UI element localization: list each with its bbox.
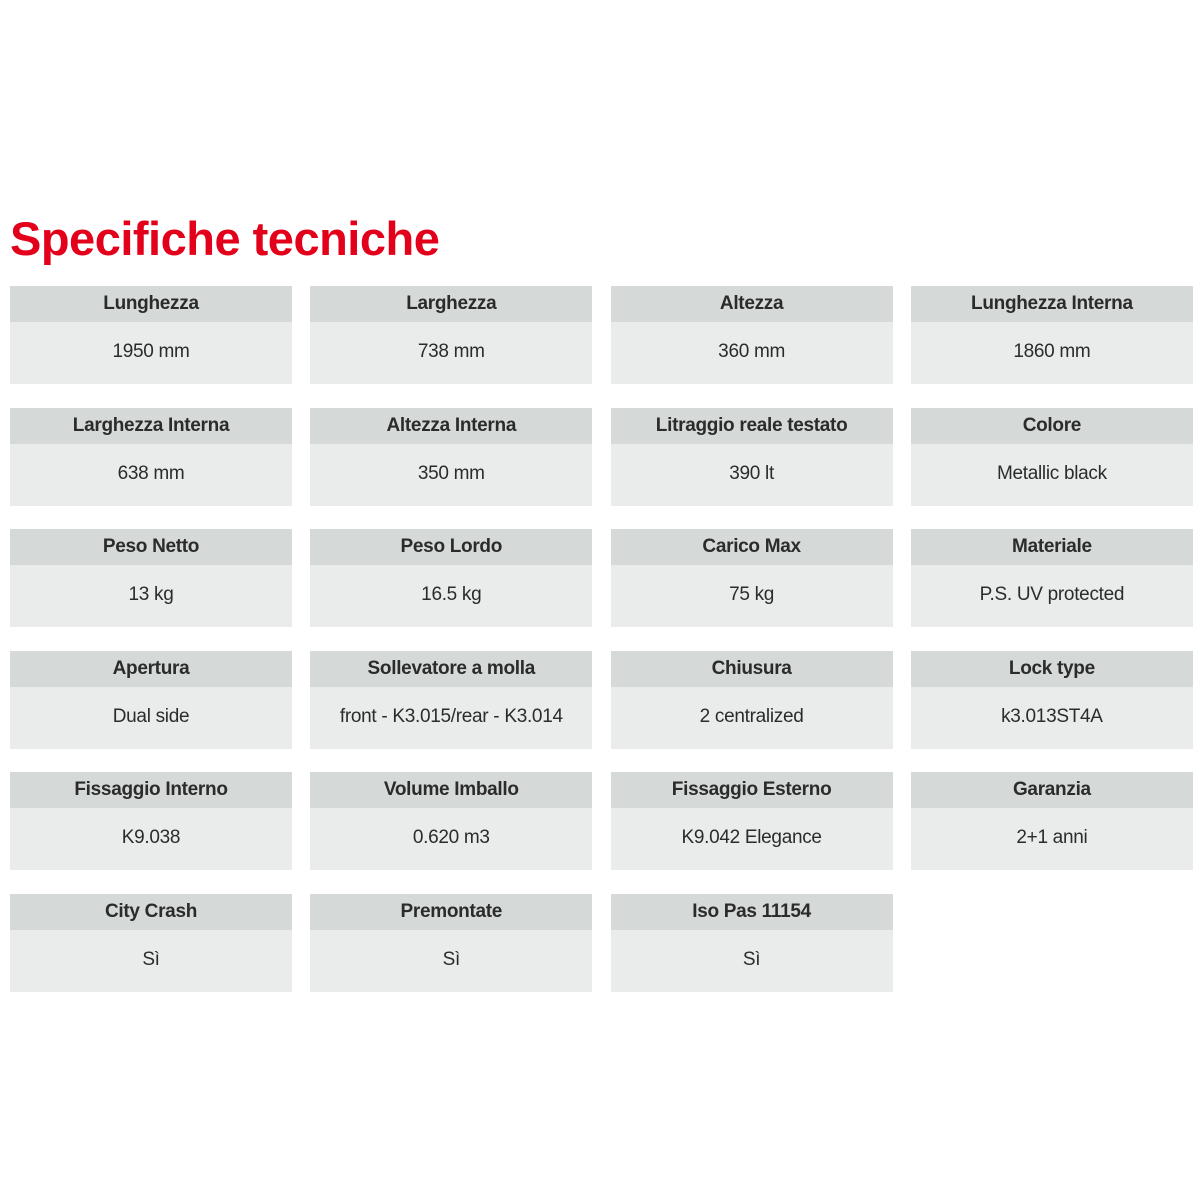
spec-cell-larghezza-interna: [10, 408, 292, 506]
spec-label: Carico Max: [611, 529, 893, 565]
page-title: Specifiche tecniche: [10, 212, 440, 265]
spec-cell-chiusura: [611, 651, 893, 749]
spec-label: Iso Pas 11154: [611, 894, 893, 930]
spec-cell-lock-type: [911, 651, 1193, 749]
spec-value: Metallic black: [911, 444, 1193, 506]
spec-cell-litraggio: [611, 408, 893, 506]
spec-label: Lunghezza: [10, 286, 292, 322]
spec-label: Fissaggio Interno: [10, 772, 292, 808]
spec-label: Chiusura: [611, 651, 893, 687]
spec-label: Materiale: [911, 529, 1193, 565]
spec-label: Larghezza Interna: [10, 408, 292, 444]
spec-value: 2 centralized: [611, 687, 893, 749]
spec-cell-fissaggio-interno: [10, 772, 292, 870]
spec-cell-sollevatore: [310, 651, 592, 749]
spec-label: Garanzia: [911, 772, 1193, 808]
spec-value: 638 mm: [10, 444, 292, 506]
spec-value: 390 lt: [611, 444, 893, 506]
spec-cell-volume-imballo: [310, 772, 592, 870]
spec-label: Larghezza: [310, 286, 592, 322]
spec-cell-iso-pas: [611, 894, 893, 992]
spec-cell-apertura: [10, 651, 292, 749]
spec-label: City Crash: [10, 894, 292, 930]
spec-label: Colore: [911, 408, 1193, 444]
spec-cell-carico-max: [611, 529, 893, 627]
spec-label: Litraggio reale testato: [611, 408, 893, 444]
spec-value: Dual side: [10, 687, 292, 749]
spec-value: 1860 mm: [911, 322, 1193, 384]
spec-cell-altezza: [611, 286, 893, 384]
spec-label: Volume Imballo: [310, 772, 592, 808]
spec-grid: [10, 286, 1193, 992]
spec-value: front - K3.015/rear - K3.014: [310, 687, 592, 749]
spec-value: k3.013ST4A: [911, 687, 1193, 749]
spec-value: P.S. UV protected: [911, 565, 1193, 627]
spec-label: Apertura: [10, 651, 292, 687]
spec-cell-lunghezza-interna: [911, 286, 1193, 384]
spec-value: 13 kg: [10, 565, 292, 627]
spec-value: Sì: [310, 930, 592, 992]
spec-value: K9.038: [10, 808, 292, 870]
spec-cell-premontate: [310, 894, 592, 992]
spec-label: Lunghezza Interna: [911, 286, 1193, 322]
spec-cell-colore: [911, 408, 1193, 506]
spec-value: 738 mm: [310, 322, 592, 384]
spec-cell-peso-lordo: [310, 529, 592, 627]
spec-value: K9.042 Elegance: [611, 808, 893, 870]
spec-label: Altezza: [611, 286, 893, 322]
spec-label: Peso Lordo: [310, 529, 592, 565]
spec-value: 360 mm: [611, 322, 893, 384]
spec-label: Peso Netto: [10, 529, 292, 565]
spec-value: 350 mm: [310, 444, 592, 506]
spec-label: Altezza Interna: [310, 408, 592, 444]
spec-cell-materiale: [911, 529, 1193, 627]
spec-value: Sì: [10, 930, 292, 992]
spec-value: 16.5 kg: [310, 565, 592, 627]
spec-cell-lunghezza: [10, 286, 292, 384]
spec-value: 0.620 m3: [310, 808, 592, 870]
spec-cell-city-crash: [10, 894, 292, 992]
spec-cell-larghezza: [310, 286, 592, 384]
spec-cell-peso-netto: [10, 529, 292, 627]
spec-label: Fissaggio Esterno: [611, 772, 893, 808]
spec-label: Sollevatore a molla: [310, 651, 592, 687]
spec-value: Sì: [611, 930, 893, 992]
spec-value: 1950 mm: [10, 322, 292, 384]
spec-label: Lock type: [911, 651, 1193, 687]
spec-label: Premontate: [310, 894, 592, 930]
spec-cell-garanzia: [911, 772, 1193, 870]
spec-value: 2+1 anni: [911, 808, 1193, 870]
spec-cell-altezza-interna: [310, 408, 592, 506]
spec-cell-fissaggio-esterno: [611, 772, 893, 870]
spec-value: 75 kg: [611, 565, 893, 627]
